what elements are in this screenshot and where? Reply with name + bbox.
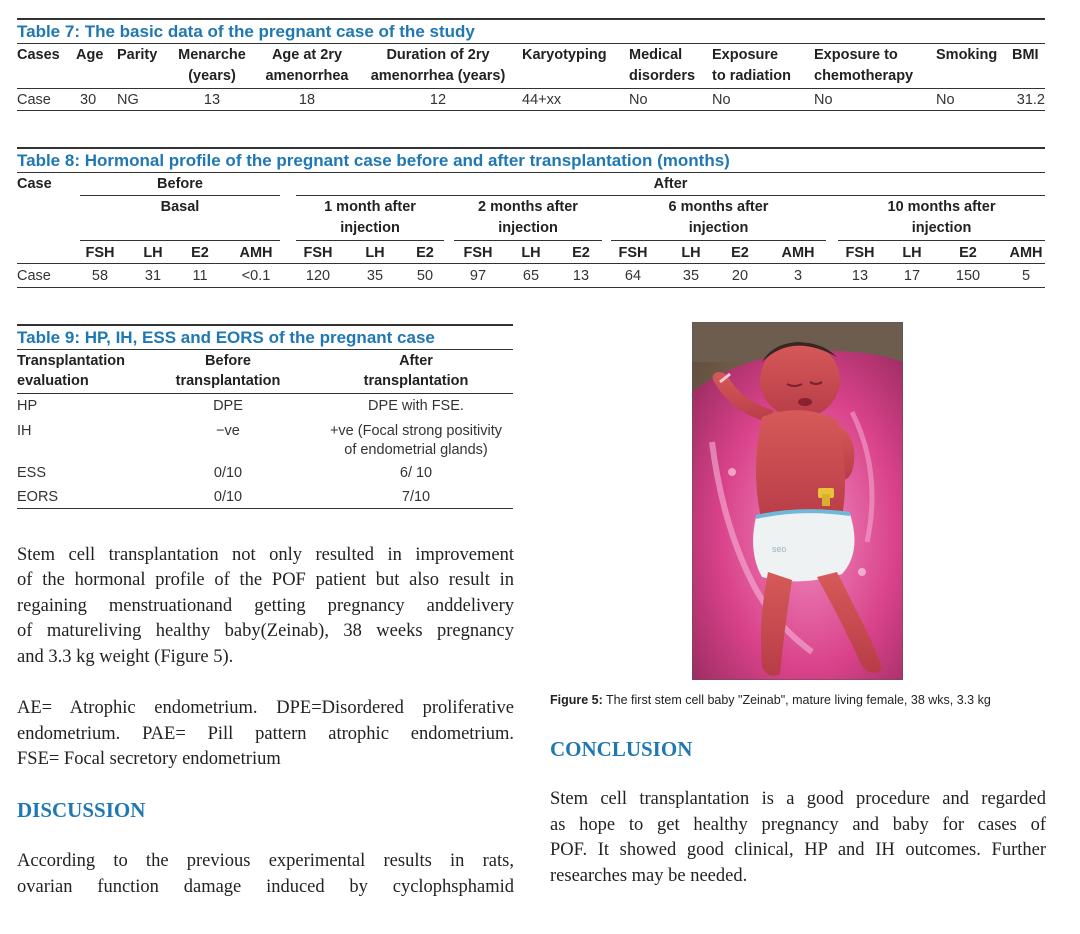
t8-col-header: LH <box>902 245 922 261</box>
t7-karyo: 44+xx <box>522 92 562 108</box>
t7-h-dur-2: amenorrhea (years) <box>370 68 506 84</box>
t8-cell: <0.1 <box>241 268 271 284</box>
t9-r3-after: 7/10 <box>401 489 431 505</box>
t8-h-after: After <box>653 176 688 192</box>
t8-col-header: FSH <box>463 245 493 261</box>
t8-col-header: LH <box>521 245 541 261</box>
table9-caption: Table 9: HP, IH, ESS and EORS of the pregnant case <box>17 328 435 347</box>
t8-cell: 150 <box>955 268 981 284</box>
t8-col-header: E2 <box>416 245 434 261</box>
t7-age: 30 <box>80 92 97 108</box>
t8-h-2m-1: 2 months after <box>478 199 578 215</box>
t9-h2-2: transplantation <box>175 373 281 389</box>
t8-col-header: AMH <box>781 245 815 261</box>
t8-cell: 97 <box>469 268 487 284</box>
t8-col-header: FSH <box>85 245 115 261</box>
t8-cell: 20 <box>731 268 749 284</box>
disc-line2: ovarian function damage induced by cyclophsphamid <box>17 877 514 897</box>
t8-col-header: FSH <box>303 245 333 261</box>
figure-5-caption-text: The first stem cell baby "Zeinab", mature living female, 38 wks, 3.3 kg <box>602 693 991 707</box>
t8-h-1m-2: injection <box>340 220 400 236</box>
t9-h3-2: transplantation <box>363 373 469 389</box>
t8-h-basal: Basal <box>160 199 200 215</box>
para1-line4: of matureliving healthy baby(Zeinab), 38 weeks pregnancy <box>17 621 514 641</box>
t8-col-header: E2 <box>959 245 977 261</box>
t8-row-label: Case <box>17 268 51 284</box>
para2-line2: endometrium. PAE= Pill pattern atrophic endometrium. <box>17 724 514 744</box>
t8-h-6m-1: 6 months after <box>668 199 769 215</box>
t8-cell: 58 <box>91 268 109 284</box>
t9-r1-label: IH <box>17 423 32 439</box>
t7-row-label: Case <box>17 92 51 108</box>
t7-h-age: Age <box>76 47 104 63</box>
t8-h-2m-2: injection <box>498 220 558 236</box>
t7-h-karyo: Karyotyping <box>522 47 607 63</box>
t8-cell: 13 <box>572 268 590 284</box>
para2-line3: FSE= Focal secretory endometrium <box>17 749 281 769</box>
t8-col-header: AMH <box>1009 245 1043 261</box>
t9-r0-label: HP <box>17 398 38 414</box>
t7-age2ry: 18 <box>298 92 316 108</box>
t9-h1-2: evaluation <box>17 373 89 389</box>
t9-r1-after2: of endometrial glands) <box>344 442 488 458</box>
t7-h-chemo-2: chemotherapy <box>814 68 914 84</box>
figure-5-caption <box>550 692 991 708</box>
t7-parity: NG <box>117 92 139 108</box>
t9-r2-after: 6/ 10 <box>399 465 433 481</box>
t7-chemo: No <box>814 92 833 108</box>
t7-h-dur-1: Duration of 2ry <box>386 47 490 63</box>
t8-col-header: LH <box>681 245 701 261</box>
t8-col-header: FSH <box>618 245 648 261</box>
t7-h-rad-1: Exposure <box>712 47 779 63</box>
t8-cell: 35 <box>366 268 384 284</box>
t8-cell: 17 <box>903 268 921 284</box>
baby-photo <box>692 322 903 680</box>
t8-col-header: LH <box>143 245 163 261</box>
t7-h-med-1: Medical <box>629 47 683 63</box>
t7-med: No <box>629 92 648 108</box>
t7-menarche: 13 <box>203 92 221 108</box>
para2-line1: AE= Atrophic endometrium. DPE=Disordered proliferative <box>17 698 514 718</box>
conclusion-heading: CONCLUSION <box>550 737 693 761</box>
t7-h-menarche-1: Menarche <box>178 47 246 63</box>
conc-line4: researches may be needed. <box>550 866 748 886</box>
t8-h-10m-1: 10 months after <box>887 199 996 215</box>
table8-caption: Table 8: Hormonal profile of the pregnant case before and after transplantation (months) <box>17 151 730 170</box>
t8-h-6m-2: injection <box>688 220 749 236</box>
t7-h-med-2: disorders <box>629 68 696 84</box>
t8-h-1m-1: 1 month after <box>324 199 416 215</box>
t8-cell: 64 <box>624 268 642 284</box>
conc-line1: Stem cell transplantation is a good procedure and regarded <box>550 789 1046 809</box>
para1-line3: regaining menstruationand getting pregnancy anddelivery <box>17 596 514 616</box>
t8-col-header: LH <box>365 245 385 261</box>
t8-cell: 13 <box>851 268 869 284</box>
t7-h-smoking: Smoking <box>936 47 998 63</box>
conc-line3: POF. It showed good clinical, HP and IH outcomes. Further <box>550 840 1046 860</box>
t8-cell: 120 <box>305 268 331 284</box>
t9-r2-before: 0/10 <box>213 465 243 481</box>
disc-line1: According to the previous experimental results in rats, <box>17 851 514 871</box>
t7-bmi: 31.2 <box>1016 92 1045 108</box>
para1-line2: of the hormonal profile of the POF patient but also result in <box>17 570 514 590</box>
t8-col-header: FSH <box>845 245 875 261</box>
t9-r2-label: ESS <box>17 465 47 481</box>
t7-h-age2ry-2: amenorrhea <box>265 68 349 84</box>
t8-cell: 5 <box>1021 268 1031 284</box>
para1-line5: and 3.3 kg weight (Figure 5). <box>17 647 234 667</box>
t8-col-header: E2 <box>731 245 749 261</box>
t8-h-case: Case <box>17 176 52 192</box>
t9-h1-1: Transplantation <box>17 353 125 369</box>
t7-rad: No <box>712 92 731 108</box>
t7-h-chemo-1: Exposure to <box>814 47 898 63</box>
t9-r1-before: −ve <box>216 423 240 439</box>
table7-caption: Table 7: The basic data of the pregnant case of the study <box>17 22 475 41</box>
t9-r0-before: DPE <box>213 398 243 414</box>
figure-5-label: Figure 5: <box>550 693 603 707</box>
t8-h-10m-2: injection <box>911 220 972 236</box>
t7-dur: 12 <box>429 92 447 108</box>
t7-h-parity: Parity <box>117 47 158 63</box>
t7-smoking: No <box>936 92 955 108</box>
t8-cell: 35 <box>682 268 700 284</box>
t9-h3-1: After <box>399 353 433 369</box>
t8-col-header: E2 <box>572 245 590 261</box>
t8-cell: 3 <box>793 268 803 284</box>
t9-r0-after: DPE with FSE. <box>368 398 464 414</box>
t7-h-bmi: BMI <box>1012 47 1039 63</box>
t8-col-header: E2 <box>191 245 209 261</box>
t7-h-cases: Cases <box>17 47 60 63</box>
t8-col-header: AMH <box>239 245 273 261</box>
t7-h-menarche-2: (years) <box>188 68 236 84</box>
t7-h-rad-2: to radiation <box>712 68 791 84</box>
t9-h2-1: Before <box>205 353 251 369</box>
t9-r1-after: +ve (Focal strong positivity <box>329 423 503 439</box>
t8-cell: 31 <box>144 268 162 284</box>
discussion-heading: DISCUSSION <box>17 798 146 822</box>
t9-r3-label: EORS <box>17 489 59 505</box>
figure-5 <box>692 322 903 680</box>
t9-r3-before: 0/10 <box>213 489 243 505</box>
t8-h-before: Before <box>157 176 203 192</box>
t8-cell: 50 <box>416 268 434 284</box>
conc-line2: as hope to get healthy pregnancy and baby for cases of <box>550 815 1046 835</box>
para1-line1: Stem cell transplantation not only resulted in improvement <box>17 545 514 565</box>
t8-cell: 11 <box>192 268 208 284</box>
t8-cell: 65 <box>522 268 540 284</box>
t7-h-age2ry-1: Age at 2ry <box>271 47 343 63</box>
diaper-print: seo <box>772 544 787 554</box>
